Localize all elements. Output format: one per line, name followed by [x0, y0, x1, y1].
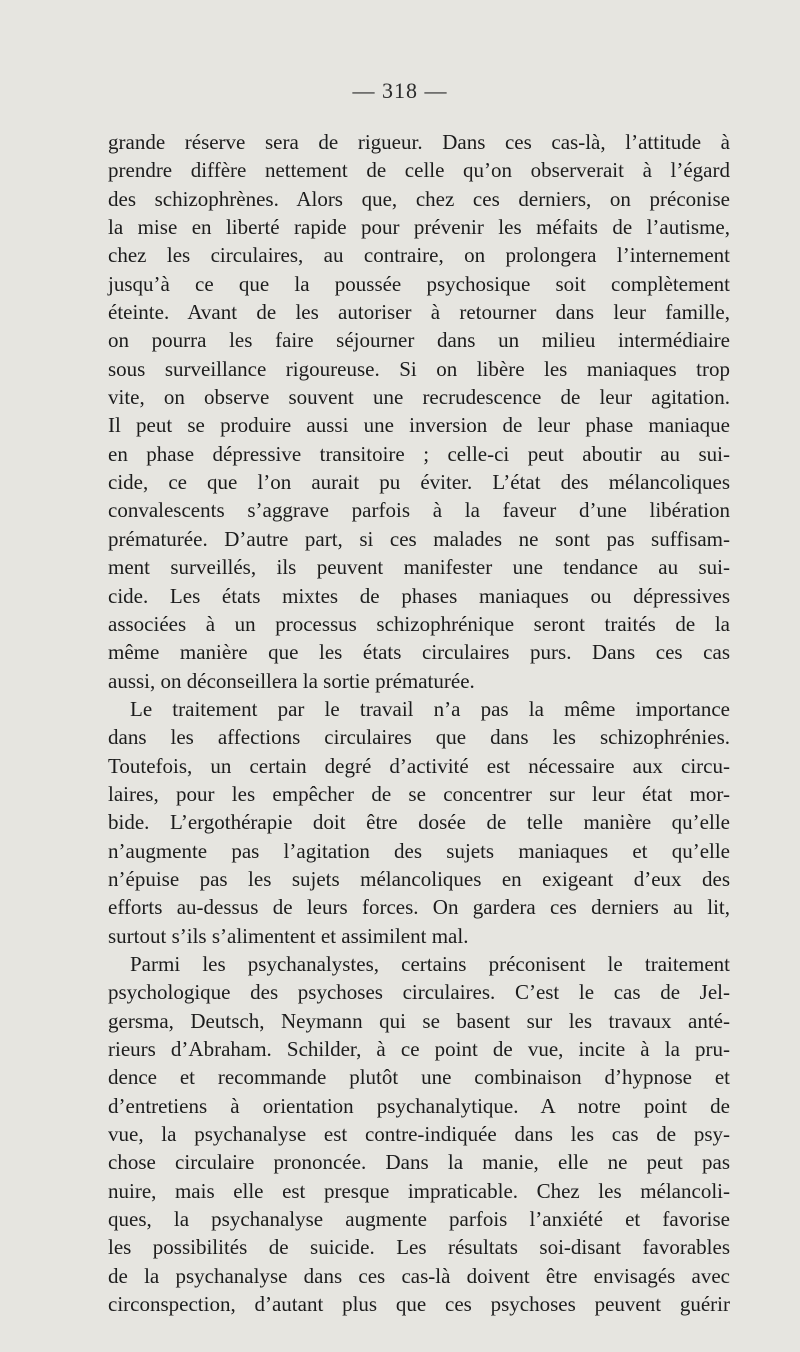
text-line: la mise en liberté rapide pour prévenir les méfaits de l’autisme, — [108, 215, 730, 240]
text-line: n’épuise pas les sujets mélancoliques en exigeant d’eux des — [108, 866, 730, 891]
text-line: vite, on observe souvent une recrudescence de leur agitation. — [108, 385, 730, 410]
text-line: circonspection, d’autant plus que ces psychoses peuvent guérir — [108, 1292, 730, 1317]
text-line: rieurs d’Abraham. Schilder, à ce point de vue, incite à la pru- — [108, 1037, 730, 1061]
text-line: convalescents s’aggrave parfois à la faveur d’une libération — [108, 498, 730, 523]
text-line: psychologique des psychoses circulaires. C’est le cas de Jel- — [108, 980, 730, 1005]
text-line: surtout s’ils s’alimentent et assimilent mal. — [108, 923, 469, 948]
text-line: cide. Les états mixtes de phases maniaques ou dépressives — [108, 583, 730, 608]
text-line: gersma, Deutsch, Neymann qui se basent sur les travaux anté- — [108, 1008, 730, 1033]
text-line: d’entretiens à orientation psychanalytique. A notre point de — [108, 1093, 730, 1118]
text-line: cide, ce que l’on aurait pu éviter. L’état des mélancoliques — [108, 470, 730, 495]
text-line: les possibilités de suicide. Les résultats soi-disant favorables — [108, 1235, 730, 1260]
text-line: efforts au-dessus de leurs forces. On gardera ces derniers au lit, — [108, 895, 730, 920]
text-line: chez les circulaires, au contraire, on prolongera l’internement — [108, 243, 730, 268]
text-line: en phase dépressive transitoire ; celle-ci peut aboutir au sui- — [108, 441, 730, 466]
text-line: vue, la psychanalyse est contre-indiquée dans les cas de psy- — [108, 1122, 730, 1147]
text-line: prendre diffère nettement de celle qu’on observerait à l’égard — [108, 158, 730, 183]
text-line: des schizophrènes. Alors que, chez ces derniers, on préconise — [108, 186, 730, 211]
text-line: ment surveillés, ils peuvent manifester une tendance au sui- — [108, 555, 730, 580]
text-line: Le traitement par le travail n’a pas la même importance — [130, 696, 730, 721]
text-line: de la psychanalyse dans ces cas-là doivent être envisagés avec — [108, 1263, 730, 1288]
text-line: associées à un processus schizophrénique seront traités de la — [108, 611, 730, 636]
text-line: Parmi les psychanalystes, certains préconisent le traitement — [130, 951, 730, 976]
text-line: chose circulaire prononcée. Dans la manie, elle ne peut pas — [108, 1150, 730, 1175]
text-line: même manière que les états circulaires purs. Dans ces cas — [108, 640, 730, 665]
text-line: dence et recommande plutôt une combinaison d’hypnose et — [108, 1065, 730, 1090]
text-line: nuire, mais elle est presque impraticable. Chez les mélancoli- — [108, 1178, 730, 1203]
body-text — [108, 128, 730, 1318]
text-line: n’augmente pas l’agitation des sujets maniaques et qu’elle — [108, 838, 730, 863]
text-line: ques, la psychanalyse augmente parfois l’anxiété et favorise — [108, 1207, 730, 1232]
text-line: jusqu’à ce que la poussée psychosique soit complètement — [108, 271, 730, 296]
text-line: laires, pour les empêcher de se concentrer sur leur état mor- — [108, 781, 730, 806]
text-line: sous surveillance rigoureuse. Si on libère les maniaques trop — [108, 356, 730, 381]
text-line: éteinte. Avant de les autoriser à retourner dans leur famille, — [108, 300, 730, 325]
text-line: bide. L’ergothérapie doit être dosée de telle manière qu’elle — [108, 810, 730, 835]
text-line: prématurée. D’autre part, si ces malades ne sont pas suffisam- — [108, 526, 730, 551]
text-line: dans les affections circulaires que dans les schizophrénies. — [108, 725, 730, 750]
text-line: grande réserve sera de rigueur. Dans ces cas-là, l’attitude à — [108, 130, 730, 154]
text-line: Toutefois, un certain degré d’activité est nécessaire aux circu- — [108, 753, 730, 778]
page-number: — 318 — — [352, 78, 448, 103]
text-line: on pourra les faire séjourner dans un milieu intermédiaire — [108, 328, 730, 353]
text-line: aussi, on déconseillera la sortie prématurée. — [108, 668, 475, 693]
text-line: Il peut se produire aussi une inversion de leur phase maniaque — [108, 413, 730, 438]
